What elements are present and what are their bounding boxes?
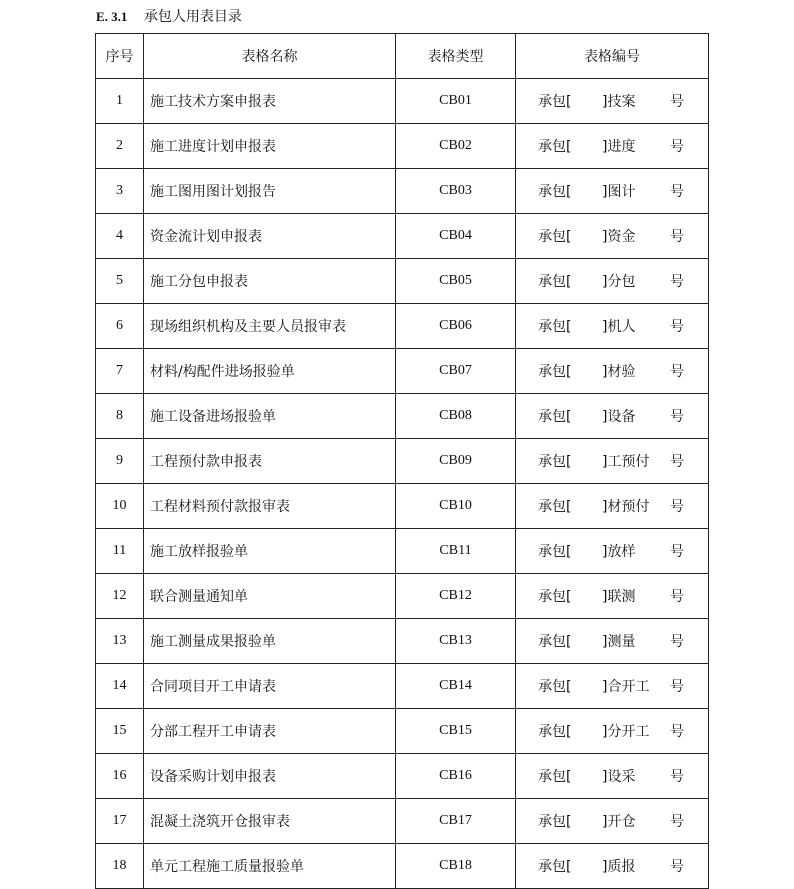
row-form-type: CB02	[396, 124, 516, 169]
row-form-name: 资金流计划申报表	[144, 214, 396, 259]
table-row	[96, 709, 709, 754]
code-suffix: 号	[670, 769, 684, 785]
table-row	[96, 799, 709, 844]
code-prefix: 承包[	[538, 184, 572, 200]
row-index: 2	[96, 124, 144, 169]
header-type: 表格类型	[396, 34, 516, 79]
row-form-code	[516, 574, 709, 619]
code-abbreviation: ]放样	[602, 544, 636, 560]
table-body	[96, 79, 709, 889]
code-abbreviation: ]分开工	[602, 724, 650, 740]
row-form-code	[516, 664, 709, 709]
row-form-type: CB08	[396, 394, 516, 439]
header-index: 序号	[96, 34, 144, 79]
row-form-code	[516, 169, 709, 214]
row-index: 12	[96, 574, 144, 619]
table-row	[96, 484, 709, 529]
code-prefix: 承包[	[538, 139, 572, 155]
table-row	[96, 259, 709, 304]
row-form-name: 现场组织机构及主要人员报审表	[144, 304, 396, 349]
row-form-code	[516, 214, 709, 259]
row-form-code	[516, 799, 709, 844]
row-form-name: 施工图用图计划报告	[144, 169, 396, 214]
row-form-type: CB07	[396, 349, 516, 394]
form-catalog-table	[95, 33, 709, 889]
row-form-name: 混凝土浇筑开仓报审表	[144, 799, 396, 844]
code-abbreviation: ]工预付	[602, 454, 650, 470]
row-form-name: 施工测量成果报验单	[144, 619, 396, 664]
header-name: 表格名称	[144, 34, 396, 79]
row-form-type: CB14	[396, 664, 516, 709]
table-row	[96, 529, 709, 574]
row-form-code	[516, 619, 709, 664]
code-abbreviation: ]质报	[602, 859, 636, 875]
table-row	[96, 304, 709, 349]
row-index: 7	[96, 349, 144, 394]
code-prefix: 承包[	[538, 724, 572, 740]
code-suffix: 号	[670, 634, 684, 650]
row-index: 14	[96, 664, 144, 709]
row-form-name: 工程材料预付款报审表	[144, 484, 396, 529]
row-form-type: CB13	[396, 619, 516, 664]
row-index: 9	[96, 439, 144, 484]
code-prefix: 承包[	[538, 814, 572, 830]
row-form-code	[516, 439, 709, 484]
row-form-code	[516, 484, 709, 529]
row-form-code	[516, 79, 709, 124]
row-index: 8	[96, 394, 144, 439]
code-abbreviation: ]进度	[602, 139, 636, 155]
row-form-type: CB09	[396, 439, 516, 484]
code-abbreviation: ]联测	[602, 589, 636, 605]
row-form-type: CB12	[396, 574, 516, 619]
code-prefix: 承包[	[538, 769, 572, 785]
code-abbreviation: ]测量	[602, 634, 636, 650]
row-form-name: 施工技术方案申报表	[144, 79, 396, 124]
code-prefix: 承包[	[538, 544, 572, 560]
table-row	[96, 664, 709, 709]
table-header-row	[96, 34, 709, 79]
row-form-code	[516, 349, 709, 394]
row-form-name: 设备采购计划申报表	[144, 754, 396, 799]
code-suffix: 号	[670, 859, 684, 875]
row-index: 13	[96, 619, 144, 664]
code-prefix: 承包[	[538, 319, 572, 335]
table-row	[96, 844, 709, 889]
section-number: E. 3.1	[96, 9, 128, 24]
code-prefix: 承包[	[538, 364, 572, 380]
row-form-type: CB01	[396, 79, 516, 124]
row-index: 18	[96, 844, 144, 889]
code-abbreviation: ]分包	[602, 274, 636, 290]
row-form-code	[516, 304, 709, 349]
row-form-type: CB05	[396, 259, 516, 304]
section-heading	[96, 6, 242, 28]
row-form-type: CB04	[396, 214, 516, 259]
section-title: 承包人用表目录	[143, 9, 242, 25]
code-prefix: 承包[	[538, 499, 572, 515]
code-suffix: 号	[670, 94, 684, 110]
row-form-name: 材料/构配件进场报验单	[144, 349, 396, 394]
row-index: 10	[96, 484, 144, 529]
table-row	[96, 79, 709, 124]
row-index: 1	[96, 79, 144, 124]
row-form-code	[516, 709, 709, 754]
code-suffix: 号	[670, 589, 684, 605]
row-form-name: 工程预付款申报表	[144, 439, 396, 484]
row-form-name: 单元工程施工质量报验单	[144, 844, 396, 889]
header-code: 表格编号	[516, 34, 709, 79]
row-form-type: CB16	[396, 754, 516, 799]
code-abbreviation: ]设采	[602, 769, 636, 785]
code-suffix: 号	[670, 364, 684, 380]
row-form-type: CB06	[396, 304, 516, 349]
code-prefix: 承包[	[538, 409, 572, 425]
row-form-code	[516, 754, 709, 799]
row-form-type: CB18	[396, 844, 516, 889]
row-form-type: CB11	[396, 529, 516, 574]
row-index: 17	[96, 799, 144, 844]
row-form-code	[516, 844, 709, 889]
table-row	[96, 124, 709, 169]
row-index: 16	[96, 754, 144, 799]
table-row	[96, 349, 709, 394]
code-abbreviation: ]技案	[602, 94, 636, 110]
code-abbreviation: ]机人	[602, 319, 636, 335]
code-suffix: 号	[670, 274, 684, 290]
code-suffix: 号	[670, 679, 684, 695]
row-form-name: 施工放样报验单	[144, 529, 396, 574]
row-form-code	[516, 394, 709, 439]
row-form-name: 合同项目开工申请表	[144, 664, 396, 709]
code-abbreviation: ]合开工	[602, 679, 650, 695]
code-suffix: 号	[670, 319, 684, 335]
code-prefix: 承包[	[538, 859, 572, 875]
code-abbreviation: ]图计	[602, 184, 636, 200]
code-abbreviation: ]设备	[602, 409, 636, 425]
row-index: 15	[96, 709, 144, 754]
row-form-code	[516, 124, 709, 169]
row-index: 5	[96, 259, 144, 304]
code-prefix: 承包[	[538, 589, 572, 605]
code-suffix: 号	[670, 184, 684, 200]
row-form-name: 施工分包申报表	[144, 259, 396, 304]
row-form-name: 分部工程开工申请表	[144, 709, 396, 754]
code-suffix: 号	[670, 229, 684, 245]
table-row	[96, 754, 709, 799]
row-form-type: CB10	[396, 484, 516, 529]
row-form-name: 施工设备进场报验单	[144, 394, 396, 439]
row-index: 6	[96, 304, 144, 349]
table-row	[96, 214, 709, 259]
row-form-type: CB15	[396, 709, 516, 754]
table-row	[96, 619, 709, 664]
code-prefix: 承包[	[538, 94, 572, 110]
code-prefix: 承包[	[538, 679, 572, 695]
table-row	[96, 169, 709, 214]
row-index: 4	[96, 214, 144, 259]
row-form-type: CB03	[396, 169, 516, 214]
code-abbreviation: ]资金	[602, 229, 636, 245]
row-form-name: 联合测量通知单	[144, 574, 396, 619]
row-index: 11	[96, 529, 144, 574]
code-abbreviation: ]开仓	[602, 814, 636, 830]
row-form-type: CB17	[396, 799, 516, 844]
row-form-name: 施工进度计划申报表	[144, 124, 396, 169]
code-abbreviation: ]材预付	[602, 499, 650, 515]
code-suffix: 号	[670, 139, 684, 155]
row-form-code	[516, 259, 709, 304]
code-suffix: 号	[670, 544, 684, 560]
table-row	[96, 574, 709, 619]
code-prefix: 承包[	[538, 454, 572, 470]
code-suffix: 号	[670, 814, 684, 830]
code-suffix: 号	[670, 454, 684, 470]
code-prefix: 承包[	[538, 274, 572, 290]
table-row	[96, 394, 709, 439]
code-suffix: 号	[670, 499, 684, 515]
code-prefix: 承包[	[538, 229, 572, 245]
code-suffix: 号	[670, 724, 684, 740]
table-row	[96, 439, 709, 484]
row-form-code	[516, 529, 709, 574]
code-prefix: 承包[	[538, 634, 572, 650]
code-abbreviation: ]材验	[602, 364, 636, 380]
code-suffix: 号	[670, 409, 684, 425]
row-index: 3	[96, 169, 144, 214]
